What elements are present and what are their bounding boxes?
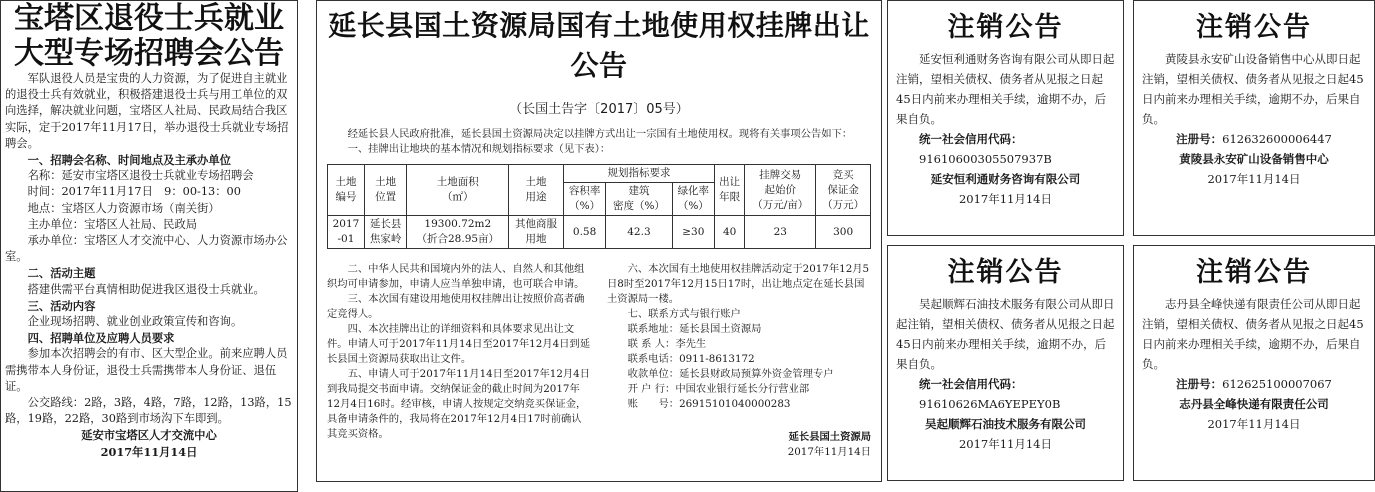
contact-address: 联系地址：延长县国土资源局: [627, 323, 762, 335]
table-cell: 23: [745, 216, 816, 249]
col-header: 土地 用途: [509, 165, 564, 216]
intro-paragraph: 经延长县人民政府批准，延长县国土资源局决定以挂牌方式出让一宗国有土地使用权。现将有关事项公告如下：: [347, 128, 853, 140]
contact-phone: 联系电话：0911-8613172: [627, 353, 755, 365]
signature-org: 延安恒利通财务咨询有限公司: [930, 172, 1081, 186]
table-cell: 19300.72m2 （折合28.95亩）: [407, 216, 509, 249]
notice-title: 注销公告: [947, 257, 1064, 288]
event-theme: 搭建供需平台真情相助促进我区退役士兵就业。: [27, 282, 265, 296]
col-header: 土地 编号: [328, 165, 365, 216]
table-cell: ≥30: [672, 216, 714, 249]
body-column-right: [607, 262, 871, 460]
notice-body: 志丹县全峰快递有限责任公司从即日起注销，望相关债权、债务者从见报之日起45日内前来办理相关手续，逾期不办，后果自负。: [1142, 297, 1364, 371]
col-header: 容积率 （%）: [563, 183, 605, 216]
event-organizer: 承办单位：宝塔区人才交流中心、人力资源市场办公室。: [5, 234, 288, 264]
signature-date: 2017年11月14日: [1207, 172, 1301, 186]
signature-org: 延长县国土资源局: [788, 431, 871, 443]
code-value: 612632600006447: [1222, 132, 1332, 146]
land-table: [327, 164, 871, 249]
notice-body: 延安恒利通财务咨询有限公司从即日起注销，望相关债权、债务者从见报之日起45日内前来办理相关手续，逾期不办，后果自负。: [896, 52, 1115, 126]
land-auction-notice: [316, 0, 882, 482]
event-content: 企业现场招聘、就业创业政策宣传和咨询。: [27, 315, 243, 329]
clause: 六、本次国有土地使用权挂牌活动定于2017年12月5日8时至2017年12月15日17时，出让地点定在延长县国土资源局一楼。: [607, 263, 870, 305]
event-host: 主办单位：宝塔区人社局、民政局: [27, 217, 198, 231]
bus-routes: 公交路线：2路，3路，4路，7路，12路，13路，15路，19路，22路，30路到市场沟下车即到。: [5, 396, 292, 426]
bank: 开 户 行：中国农业银行延长分行营业部: [627, 383, 810, 395]
signature-date: 2017年11月14日: [958, 437, 1053, 451]
col-header: 土地 位置: [364, 165, 406, 216]
notice-title: 注销公告: [1196, 12, 1312, 43]
section-heading: 三、活动内容: [27, 298, 96, 313]
section-heading: 一、招聘会名称、时间地点及主承办单位: [27, 153, 231, 168]
clause: 五、申请人可于2017年11月14日至2017年12月4日到我局提交书面申请。交纳保证金的截止时间为2017年12月4日16时。经审核，申请人按规定交纳竞买保证金，具备申请条件的，我局将在2017年12月4日17时前确认其竞买资格。: [327, 368, 591, 440]
event-time: 时间：2017年11月17日 9：00-13：00: [27, 185, 241, 199]
payee: 收款单位：延长县财政局预算外资金管理专户: [627, 368, 834, 380]
code-value: 91610600305507937B: [919, 152, 1052, 166]
contact-person: 联 系 人：李先生: [627, 338, 707, 350]
event-name: 名称：延安市宝塔区退役士兵就业专场招聘会: [27, 169, 254, 183]
col-header: 竞买 保证金 （万元）: [816, 165, 871, 216]
notice-body: 黄陵县永安矿山设备销售中心从即日起注销，望相关债权、债务者从见报之日起45日内前来办理相关手续，逾期不办，后果自负。: [1142, 52, 1364, 126]
signature-date: 2017年11月14日: [100, 444, 198, 459]
code-label: 统一社会信用代码：: [919, 132, 1023, 146]
table-cell: 2017 -01: [328, 216, 365, 249]
table-row: [328, 216, 871, 249]
signature-org: 吴起顺辉石油技术服务有限公司: [925, 417, 1086, 431]
deregistration-notice: [1133, 245, 1375, 481]
table-cell: 0.58: [563, 216, 605, 249]
recruitment-notice: [0, 0, 298, 492]
notice-title: 注销公告: [947, 12, 1064, 43]
signature-date: 2017年11月14日: [1207, 417, 1301, 431]
col-header: 建筑 密度（%）: [606, 183, 672, 216]
code-value: 612625100007067: [1222, 377, 1332, 391]
code-label: 注册号：: [1176, 132, 1223, 146]
document-number: （长国土告字〔2017〕05号）: [509, 102, 689, 117]
notice-title: 注销公告: [1196, 257, 1312, 288]
body-columns: [327, 262, 871, 460]
code-line: [1142, 129, 1366, 149]
account-number: 账 号：26915101040000283: [627, 398, 791, 410]
code-line: [1142, 374, 1366, 394]
col-header: 出让 年限: [715, 165, 745, 216]
signature-date: 2017年11月14日: [958, 192, 1053, 206]
col-header: 绿化率 （%）: [672, 183, 714, 216]
code-label: 注册号：: [1176, 377, 1223, 391]
table-cell: 300: [816, 216, 871, 249]
event-place: 地点：宝塔区人力资源市场（南关街）: [27, 201, 220, 215]
intro-paragraph: 军队退役人员是宝贵的人力资源，为了促进自主就业的退役士兵有效就业，积极搭建退役士兵与用工单位的双向选择，解决就业问题，宝塔区人社局、民政局结合我区实际，定于2017年11月17日，举办退役士兵就业专场招聘会。: [5, 72, 289, 150]
signature-date: 2017年11月14日: [787, 446, 871, 458]
col-header: 土地面积 （㎡）: [407, 165, 509, 216]
section-heading: 四、招聘单位及应聘人员要求: [27, 331, 175, 346]
clause: 二、中华人民共和国境内外的法人、自然人和其他组织均可申请参加，申请人应当单独申请，也可联合申请。: [327, 263, 585, 290]
deregistration-notice: [887, 0, 1124, 236]
table-cell: 延长县 焦家岭: [364, 216, 406, 249]
section-heading: 二、活动主题: [27, 266, 96, 281]
signature-org: 志丹县全峰快递有限责任公司: [1179, 397, 1329, 411]
requirements: 参加本次招聘会的有市、区大型企业。前来应聘人员需携带本人身份证，退役士兵需携带本人身份证、退伍证。: [5, 347, 288, 393]
notice-title: 延长县国土资源局国有土地使用权挂牌出让公告: [328, 9, 870, 82]
signature-org: 黄陵县永安矿山设备销售中心: [1179, 152, 1329, 166]
code-value: 91610626MA6YEPEY0B: [919, 397, 1061, 411]
table-cell: 42.3: [606, 216, 672, 249]
clause: 三、本次国有建设用地使用权挂牌出让按照价高者确定竞得人。: [327, 293, 585, 320]
section-heading: 一、挂牌出让地块的基本情况和规划指标要求（见下表）：: [347, 143, 611, 155]
deregistration-notice: [1133, 0, 1375, 236]
col-header: 规划指标要求: [563, 165, 714, 183]
table-cell: 其他商服 用地: [509, 216, 564, 249]
col-header: 挂牌交易 起始价 （万元/亩）: [745, 165, 816, 216]
notice-title: 宝塔区退役士兵就业 大型专场招聘会公告: [14, 1, 284, 71]
notice-body: 吴起顺辉石油技术服务有限公司从即日起注销，望相关债权、债务者从见报之日起45日内前来办理相关手续，逾期不办，后果自负。: [896, 297, 1115, 371]
clause: 四、本次挂牌出让的详细资料和具体要求见出让文件。申请人可于2017年11月14日至2017年12月4日到延长县国土资源局获取出让文件。: [327, 323, 591, 365]
code-label: 统一社会信用代码：: [919, 377, 1023, 391]
table-cell: 40: [715, 216, 745, 249]
signature-org: 延安市宝塔区人才交流中心: [81, 428, 217, 443]
clause: 七、联系方式与银行账户: [627, 308, 741, 320]
deregistration-notice: [887, 245, 1124, 481]
body-column-left: [327, 262, 591, 460]
